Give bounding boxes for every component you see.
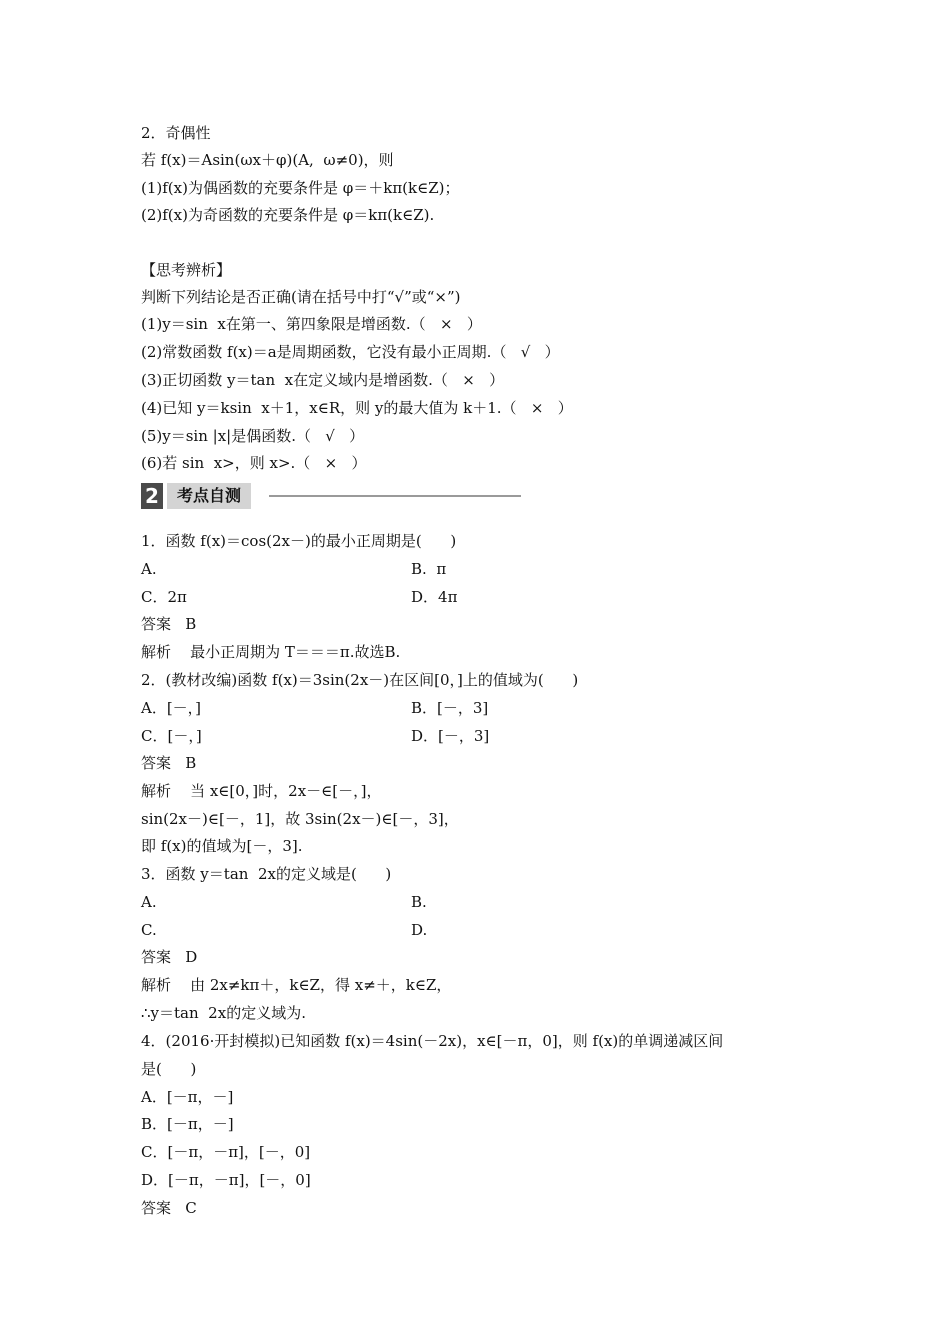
section-banner bbox=[141, 483, 521, 509]
q4-option-d: D．[－π，－π]，[－，0] bbox=[141, 1171, 311, 1189]
thinking-item-6: (6)若 sin x>，则 x>.（ × ） bbox=[141, 454, 367, 472]
q1-answer: 答案 B bbox=[141, 615, 197, 633]
q2-answer: 答案 B bbox=[141, 754, 197, 772]
q3-answer: 答案 D bbox=[141, 948, 198, 966]
q2-analysis-1: 解析 当 x∈[0，]时，2x－∈[－，]， bbox=[141, 782, 382, 800]
q2-option-c: C．[－，] bbox=[141, 727, 202, 745]
q2-option-d: D．[－，3] bbox=[411, 727, 490, 745]
q1-option-c: C．2π bbox=[141, 588, 187, 606]
section-rule bbox=[269, 495, 521, 497]
parity-line-3: (2)f(x)为奇函数的充要条件是 φ＝kπ(k∈Z). bbox=[141, 206, 435, 224]
q3-option-b: B. bbox=[411, 893, 427, 911]
section-title: 考点自测 bbox=[167, 483, 251, 509]
parity-heading: 2．奇偶性 bbox=[141, 124, 211, 142]
q3-stem: 3．函数 y＝tan 2x的定义域是( ) bbox=[141, 865, 392, 883]
q3-option-a: A. bbox=[141, 893, 157, 911]
q3-option-c: C. bbox=[141, 921, 157, 939]
q2-analysis-3: 即 f(x)的值域为[－，3]. bbox=[141, 837, 303, 855]
q4-stem-1: 4．(2016·开封模拟)已知函数 f(x)＝4sin(－2x)，x∈[－π，0]，则 f(x)的单调递减区间 bbox=[141, 1032, 724, 1050]
q3-analysis-1: 解析 由 2x≠kπ＋，k∈Z，得 x≠＋，k∈Z， bbox=[141, 976, 452, 994]
thinking-intro: 判断下列结论是否正确(请在括号中打“√”或“×”) bbox=[141, 288, 461, 306]
q1-option-d: D．4π bbox=[411, 588, 458, 606]
thinking-item-5: (5)y＝sin |x|是偶函数.（ √ ） bbox=[141, 427, 365, 445]
q2-option-a: A．[－，] bbox=[141, 699, 202, 717]
q2-analysis-2: sin(2x－)∈[－，1]，故 3sin(2x－)∈[－，3]， bbox=[141, 810, 459, 828]
q2-option-b: B．[－，3] bbox=[411, 699, 489, 717]
q1-analysis: 解析 最小正周期为 T＝＝＝π.故选B. bbox=[141, 643, 401, 661]
q1-option-b: B. π bbox=[411, 560, 447, 578]
section-number: 2 bbox=[141, 483, 163, 509]
q4-option-a: A．[－π，－] bbox=[141, 1088, 234, 1106]
q4-answer: 答案 C bbox=[141, 1199, 197, 1217]
q1-option-a: A. bbox=[141, 560, 157, 578]
q4-option-b: B．[－π，－] bbox=[141, 1115, 234, 1133]
thinking-item-4: (4)已知 y＝ksin x＋1，x∈R，则 y的最大值为 k＋1.（ × ） bbox=[141, 399, 573, 417]
parity-line-1: 若 f(x)＝Asin(ωx＋φ)(A, ω≠0)，则 bbox=[141, 151, 394, 169]
thinking-item-2: (2)常数函数 f(x)＝a是周期函数，它没有最小正周期.（ √ ） bbox=[141, 343, 560, 361]
thinking-heading: 【思考辨析】 bbox=[141, 261, 232, 279]
q4-stem-2: 是( ) bbox=[141, 1060, 197, 1078]
q4-option-c: C．[－π，－π]，[－，0] bbox=[141, 1143, 311, 1161]
thinking-item-3: (3)正切函数 y＝tan x在定义域内是增函数.（ × ） bbox=[141, 371, 505, 389]
parity-line-2: (1)f(x)为偶函数的充要条件是 φ＝＋kπ(k∈Z)； bbox=[141, 179, 460, 197]
q3-analysis-2: ∴y＝tan 2x的定义域为. bbox=[141, 1004, 306, 1022]
q1-stem: 1．函数 f(x)＝cos(2x－)的最小正周期是( ) bbox=[141, 532, 457, 550]
thinking-item-1: (1)y＝sin x在第一、第四象限是增函数.（ × ） bbox=[141, 315, 482, 333]
q3-option-d: D. bbox=[411, 921, 428, 939]
q2-stem: 2．(教材改编)函数 f(x)＝3sin(2x－)在区间[0，]上的值域为( ) bbox=[141, 671, 579, 689]
